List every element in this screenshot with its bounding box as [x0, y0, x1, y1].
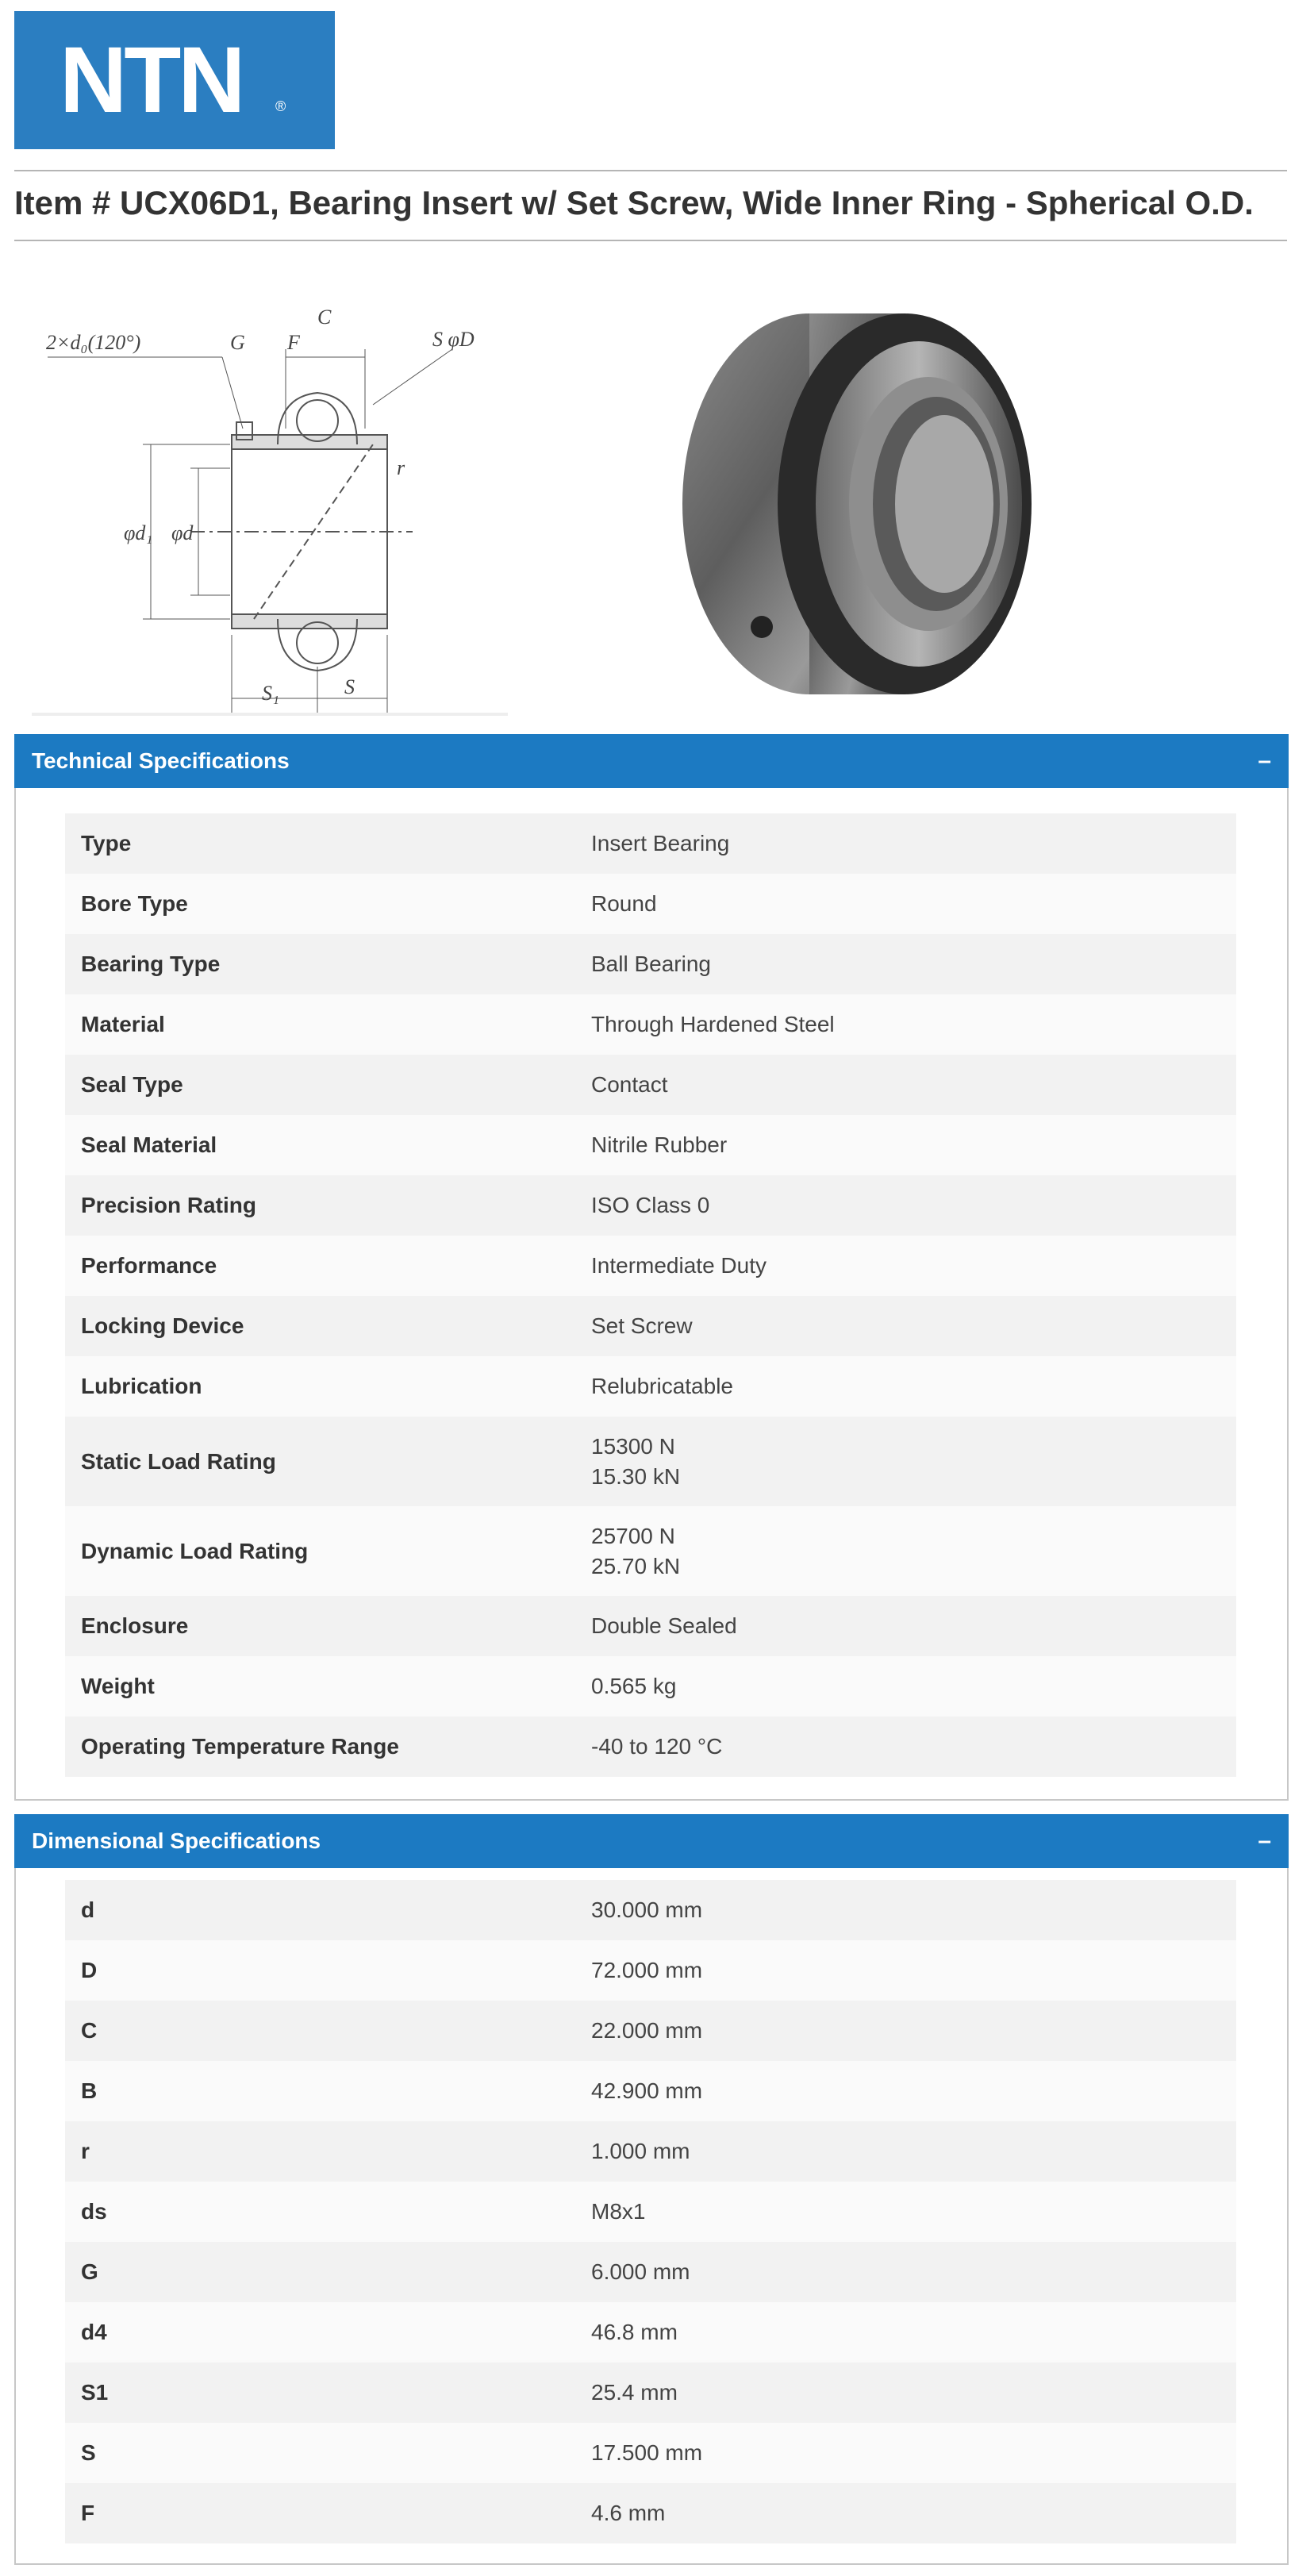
spec-value [591, 1311, 1236, 1341]
spec-value [591, 1070, 1236, 1100]
spec-value-line: Contact [591, 1072, 668, 1097]
spec-label: Locking Device [81, 1313, 244, 1338]
spec-value-line: 15.30 kN [591, 1463, 681, 1489]
spec-label: Bearing Type [81, 952, 221, 976]
bearing-dimension-diagram [32, 302, 524, 730]
spec-row [65, 1940, 1236, 2001]
spec-label: Performance [81, 1253, 217, 1278]
spec-label: Seal Type [81, 1072, 183, 1097]
diagram-label-S: S [344, 675, 355, 698]
spec-label: S1 [81, 2380, 109, 2405]
spec-row [65, 1596, 1236, 1656]
spec-row [65, 1717, 1236, 1777]
spec-value [591, 2076, 1236, 2106]
spec-value [591, 2197, 1236, 2227]
spec-row [65, 1175, 1236, 1236]
spec-value [591, 1521, 1236, 1582]
spec-value [591, 1955, 1236, 1986]
spec-value [591, 1371, 1236, 1401]
spec-row [65, 874, 1236, 934]
spec-value-line: 25700 N [591, 1523, 675, 1548]
spec-label: B [81, 2078, 98, 2103]
title-rule-bottom [14, 240, 1287, 241]
spec-value-line: Intermediate Duty [591, 1253, 767, 1278]
diagram-label-G: G [230, 331, 245, 354]
spec-value [591, 2136, 1236, 2167]
ntn-logo [14, 11, 335, 149]
spec-value-line: 42.900 mm [591, 2078, 703, 2103]
spec-value-line: Nitrile Rubber [591, 1132, 728, 1157]
spec-label: Enclosure [81, 1613, 189, 1638]
spec-value [591, 1895, 1236, 1925]
spec-row [65, 813, 1236, 874]
diagram-label-d1: φd₁ [124, 521, 153, 544]
spec-row [65, 2001, 1236, 2061]
spec-row [65, 2363, 1236, 2423]
spec-row [65, 1055, 1236, 1115]
spec-value-line: Round [591, 891, 657, 916]
spec-label: Seal Material [81, 1132, 217, 1157]
diagram-label-d: φd [171, 521, 194, 544]
spec-label: D [81, 1958, 98, 1982]
spec-value-line: Set Screw [591, 1313, 693, 1338]
spec-row [65, 1656, 1236, 1717]
spec-label: d4 [81, 2320, 107, 2344]
spec-value-line: 30.000 mm [591, 1897, 703, 1922]
spec-row [65, 1296, 1236, 1356]
spec-label: r [81, 2139, 90, 2163]
collapse-icon[interactable]: – [1258, 1828, 1271, 1854]
spec-value [591, 1130, 1236, 1160]
spec-value [591, 1732, 1236, 1762]
spec-value-line: 25.4 mm [591, 2380, 678, 2405]
spec-label: Static Load Rating [81, 1448, 276, 1474]
spec-label: Material [81, 1012, 165, 1036]
spec-row [65, 1506, 1236, 1596]
spec-value-line: -40 to 120 °C [591, 1734, 723, 1759]
spec-value-line: 25.70 kN [591, 1553, 681, 1578]
diagram-label-SD: S φD [432, 328, 475, 351]
spec-value [591, 1009, 1236, 1040]
spec-value [591, 1611, 1236, 1641]
spec-row [65, 2182, 1236, 2242]
spec-value-line: Through Hardened Steel [591, 1012, 835, 1036]
spec-value-line: 4.6 mm [591, 2501, 666, 2525]
title-rule-top [14, 170, 1287, 171]
spec-label: Operating Temperature Range [81, 1734, 399, 1759]
spec-label: F [81, 2501, 95, 2525]
spec-row [65, 1236, 1236, 1296]
spec-label: d [81, 1897, 95, 1922]
spec-label: Bore Type [81, 891, 188, 916]
dimensional-specifications-title: Dimensional Specifications [32, 1828, 321, 1853]
spec-value [591, 889, 1236, 919]
collapse-icon[interactable]: – [1258, 748, 1271, 774]
spec-value-line: M8x1 [591, 2199, 646, 2224]
spec-value-line: 46.8 mm [591, 2320, 678, 2344]
dimensional-specifications-header[interactable] [14, 1814, 1289, 1868]
spec-value [591, 1432, 1236, 1492]
diagram-label-S1: S₁ [262, 682, 280, 705]
spec-value [591, 2498, 1236, 2528]
spec-label: Precision Rating [81, 1193, 256, 1217]
technical-specifications-header[interactable] [14, 734, 1289, 788]
diagram-label-d0: 2×d₀(120°) [46, 331, 141, 354]
spec-row [65, 2483, 1236, 2543]
spec-label: Type [81, 831, 132, 855]
diagram-label-C: C [317, 306, 332, 329]
spec-value [591, 2317, 1236, 2347]
spec-value [591, 1671, 1236, 1701]
spec-value [591, 2438, 1236, 2468]
spec-value [591, 2257, 1236, 2287]
spec-value [591, 1190, 1236, 1221]
spec-label: Lubrication [81, 1374, 202, 1398]
spec-value-line: 6.000 mm [591, 2259, 690, 2284]
spec-row [65, 2302, 1236, 2363]
dimensional-specifications-table [65, 1880, 1236, 2543]
spec-row [65, 1356, 1236, 1417]
spec-label: S [81, 2440, 96, 2465]
spec-value [591, 949, 1236, 979]
spec-label: C [81, 2018, 98, 2043]
svg-text:®: ® [275, 98, 286, 114]
spec-value [591, 829, 1236, 859]
spec-value-line: 1.000 mm [591, 2139, 690, 2163]
spec-value-line: Double Sealed [591, 1613, 737, 1638]
spec-row [65, 2061, 1236, 2121]
diagram-label-r: r [397, 456, 405, 479]
spec-row [65, 2242, 1236, 2302]
spec-row [65, 2423, 1236, 2483]
spec-value-line: 17.500 mm [591, 2440, 703, 2465]
ntn-logo-mark [60, 37, 290, 124]
spec-value-line: Ball Bearing [591, 952, 711, 976]
spec-value-line: Relubricatable [591, 1374, 733, 1398]
technical-specifications-title: Technical Specifications [32, 748, 290, 773]
technical-specifications-table [65, 813, 1236, 1777]
diagram-label-F: F [287, 331, 300, 354]
bearing-product-image [651, 294, 1063, 706]
spec-value [591, 2016, 1236, 2046]
svg-text:NTN: NTN [60, 37, 243, 124]
spec-row [65, 994, 1236, 1055]
spec-value-line: Insert Bearing [591, 831, 730, 855]
spec-row [65, 2121, 1236, 2182]
spec-value-line: ISO Class 0 [591, 1193, 710, 1217]
spec-value [591, 2378, 1236, 2408]
page-title: Item # UCX06D1, Bearing Insert w/ Set Screw, Wide Inner Ring - Spherical O.D. [14, 184, 1254, 221]
spec-label: Dynamic Load Rating [81, 1538, 309, 1563]
spec-row [65, 1880, 1236, 1940]
spec-value-line: 22.000 mm [591, 2018, 703, 2043]
spec-value [591, 1251, 1236, 1281]
spec-label: Weight [81, 1674, 155, 1698]
spec-label: G [81, 2259, 98, 2284]
spec-row [65, 1115, 1236, 1175]
spec-value-line: 15300 N [591, 1433, 675, 1459]
spec-value-line: 0.565 kg [591, 1674, 677, 1698]
spec-value-line: 72.000 mm [591, 1958, 703, 1982]
spec-label: ds [81, 2199, 107, 2224]
spec-row [65, 934, 1236, 994]
spec-row [65, 1417, 1236, 1506]
